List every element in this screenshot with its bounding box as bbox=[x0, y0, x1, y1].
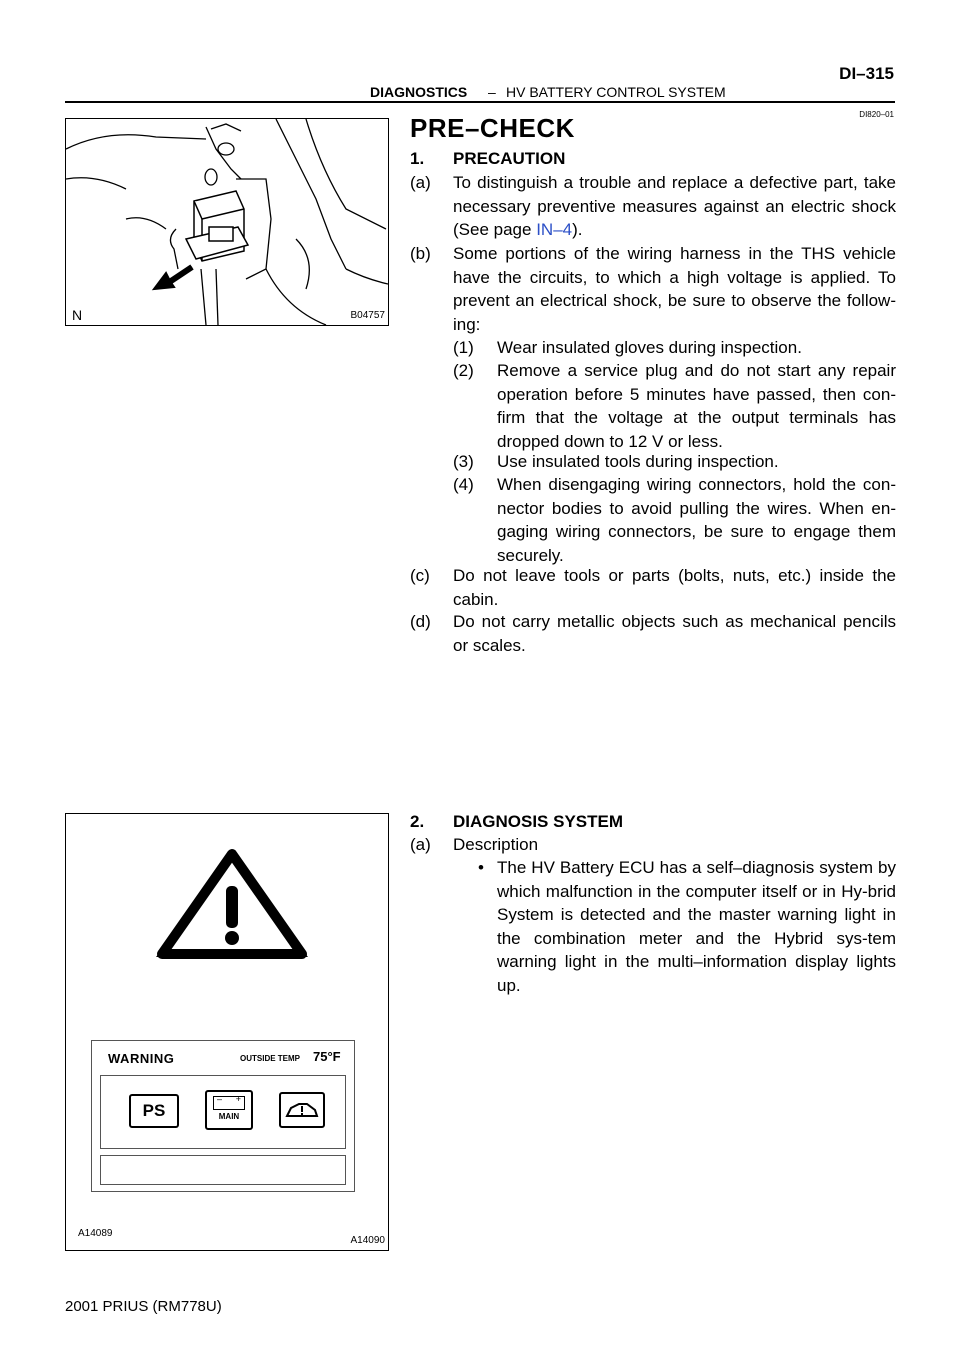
warning-heading: WARNING bbox=[108, 1051, 175, 1066]
item-b3-label: (3) bbox=[453, 452, 474, 471]
item-b2-text: Remove a service plug and do not start any repair operation before 5 minutes have passed, then con-firm that the voltage at the output terminals has dropped down to 12 V or less. bbox=[497, 361, 896, 451]
item-b3-text: Use insulated tools during inspection. bbox=[497, 452, 779, 471]
item-b1-text: Wear insulated gloves during inspection. bbox=[497, 338, 802, 357]
service-plug-illustration bbox=[66, 119, 388, 325]
section-2-title: DIAGNOSIS SYSTEM bbox=[453, 812, 624, 831]
item-b4-label: (4) bbox=[453, 475, 474, 494]
page-title: PRE–CHECK bbox=[410, 113, 575, 143]
battery-minus: – bbox=[217, 1094, 223, 1104]
item-d-text: Do not carry metallic objects such as mechanical pencils or scales. bbox=[453, 612, 896, 655]
item-b-text: Some portions of the wiring harness in the THS vehicle have the circuits, to which a high voltage is applied. To prevent an electrical shock, be sure to observe the follow-ing: bbox=[453, 244, 896, 334]
doc-code: DI820–01 bbox=[859, 110, 894, 119]
figure-code: B04757 bbox=[350, 310, 385, 321]
section-1-number: 1. bbox=[410, 149, 425, 168]
item-c-text: Do not leave tools or parts (bolts, nuts, etc.) inside the cabin. bbox=[453, 566, 896, 609]
warning-icons-area bbox=[100, 1075, 346, 1149]
ps-label: PS bbox=[142, 1101, 166, 1120]
header-rule bbox=[65, 101, 895, 103]
page-number: DI–315 bbox=[839, 64, 894, 83]
display-message-area bbox=[100, 1155, 346, 1185]
item-b-label: (b) bbox=[410, 244, 431, 263]
figure-warning-display bbox=[65, 813, 389, 1251]
item-a-text-after: ). bbox=[572, 220, 583, 239]
page-link-in4[interactable]: IN–4 bbox=[536, 220, 573, 239]
item-2a-title: Description bbox=[453, 835, 539, 854]
outside-temp-label: OUTSIDE TEMP bbox=[240, 1054, 301, 1063]
item-b1-label: (1) bbox=[453, 338, 474, 357]
bullet-mark: • bbox=[478, 858, 484, 877]
header-section: DIAGNOSTICS bbox=[370, 84, 468, 100]
footer-text: 2001 PRIUS (RM778U) bbox=[65, 1298, 222, 1315]
item-a-text-before: To distinguish a trouble and replace a defective part, take necessary preventive measures against an electric shock (See page bbox=[453, 173, 896, 239]
item-b4-text: When disengaging wiring connectors, hold the con-nector bodies to avoid pulling the wires. When en-gaging wiring connectors, be sure to engage them securely. bbox=[497, 475, 896, 565]
header-dash: – bbox=[488, 84, 496, 100]
item-a-label: (a) bbox=[410, 173, 431, 192]
item-2a-label: (a) bbox=[410, 835, 431, 854]
section-1-title: PRECAUTION bbox=[453, 149, 566, 168]
figure-corner-mark: N bbox=[72, 307, 83, 323]
figure-service-plug bbox=[65, 118, 389, 326]
item-b2-label: (2) bbox=[453, 361, 474, 380]
main-label: MAIN bbox=[218, 1112, 240, 1121]
car-exclamation-icon bbox=[281, 1094, 323, 1126]
outside-temp-value: 75°F bbox=[313, 1049, 341, 1064]
main-battery-warning-icon bbox=[205, 1090, 253, 1130]
battery-plus: + bbox=[235, 1094, 241, 1104]
multi-information-display bbox=[91, 1040, 355, 1192]
ps-warning-icon bbox=[129, 1094, 179, 1128]
item-a-text bbox=[453, 171, 896, 242]
header-subsection: HV BATTERY CONTROL SYSTEM bbox=[506, 84, 726, 100]
bullet-text: The HV Battery ECU has a self–diagnosis system by which malfunction in the computer itself or in Hy-brid System is detected and the master warning light in the combination meter and the Hybrid sys-tem warning light in the multi–information display lights up. bbox=[497, 858, 896, 995]
battery-icon bbox=[213, 1096, 245, 1110]
item-c-label: (c) bbox=[410, 566, 430, 585]
hybrid-system-warning-icon bbox=[279, 1092, 325, 1128]
figure-code-right: A14090 bbox=[350, 1235, 385, 1246]
figure-code-left: A14089 bbox=[78, 1228, 113, 1239]
item-d-label: (d) bbox=[410, 612, 431, 631]
section-2-number: 2. bbox=[410, 812, 425, 831]
